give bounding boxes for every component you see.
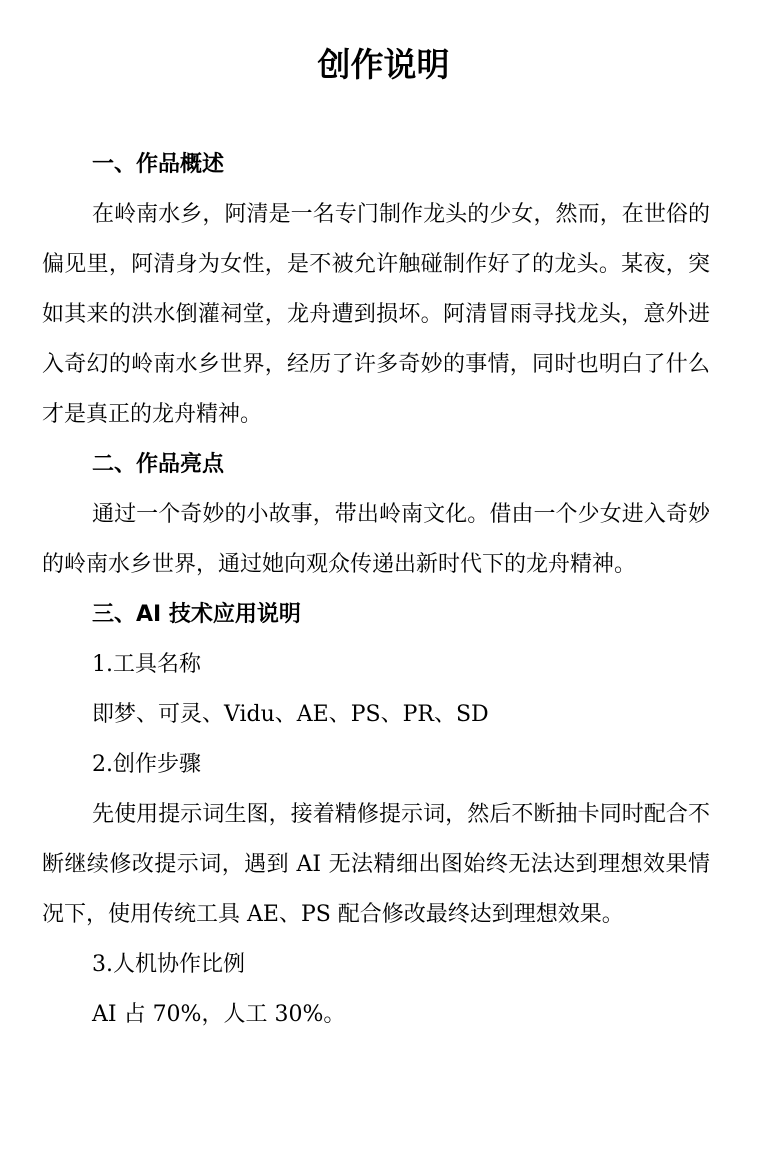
section-heading-overview: 一、作品概述 xyxy=(92,152,225,177)
steps-label: 2.创作步骤 xyxy=(92,752,201,777)
steps-paragraph: 先使用提示词生图，接着精修提示词，然后不断抽卡同时配合不断继续修改提示词，遇到 AI 无法精细出图始终无法达到理想效果情况下，使用传统工具 AE、PS 配合修改最终达到理想效果。 xyxy=(42,802,710,927)
document-title: 创作说明 xyxy=(317,45,450,84)
highlights-paragraph: 通过一个奇妙的小故事，带出岭南文化。借由一个少女进入奇妙的岭南水乡世界，通过她向观众传递出新时代下的龙舟精神。 xyxy=(42,502,710,577)
tools-value: 即梦、可灵、Vidu、AE、PS、PR、SD xyxy=(92,702,489,727)
document-body xyxy=(42,140,710,1040)
ratio-value: AI 占 70%，人工 30%。 xyxy=(92,1002,346,1027)
section-heading-ai-usage: 三、AI 技术应用说明 xyxy=(92,602,301,627)
ratio-label: 3.人机协作比例 xyxy=(92,952,245,977)
section-heading-highlights: 二、作品亮点 xyxy=(92,452,225,477)
overview-paragraph: 在岭南水乡，阿清是一名专门制作龙头的少女，然而，在世俗的偏见里，阿清身为女性，是不被允许触碰制作好了的龙头。某夜，突如其来的洪水倒灌祠堂，龙舟遭到损坏。阿清冒雨寻找龙头，意外进入奇幻的岭南水乡世界，经历了许多奇妙的事情，同时也明白了什么才是真正的龙舟精神。 xyxy=(42,202,710,427)
tools-label: 1.工具名称 xyxy=(92,652,201,677)
